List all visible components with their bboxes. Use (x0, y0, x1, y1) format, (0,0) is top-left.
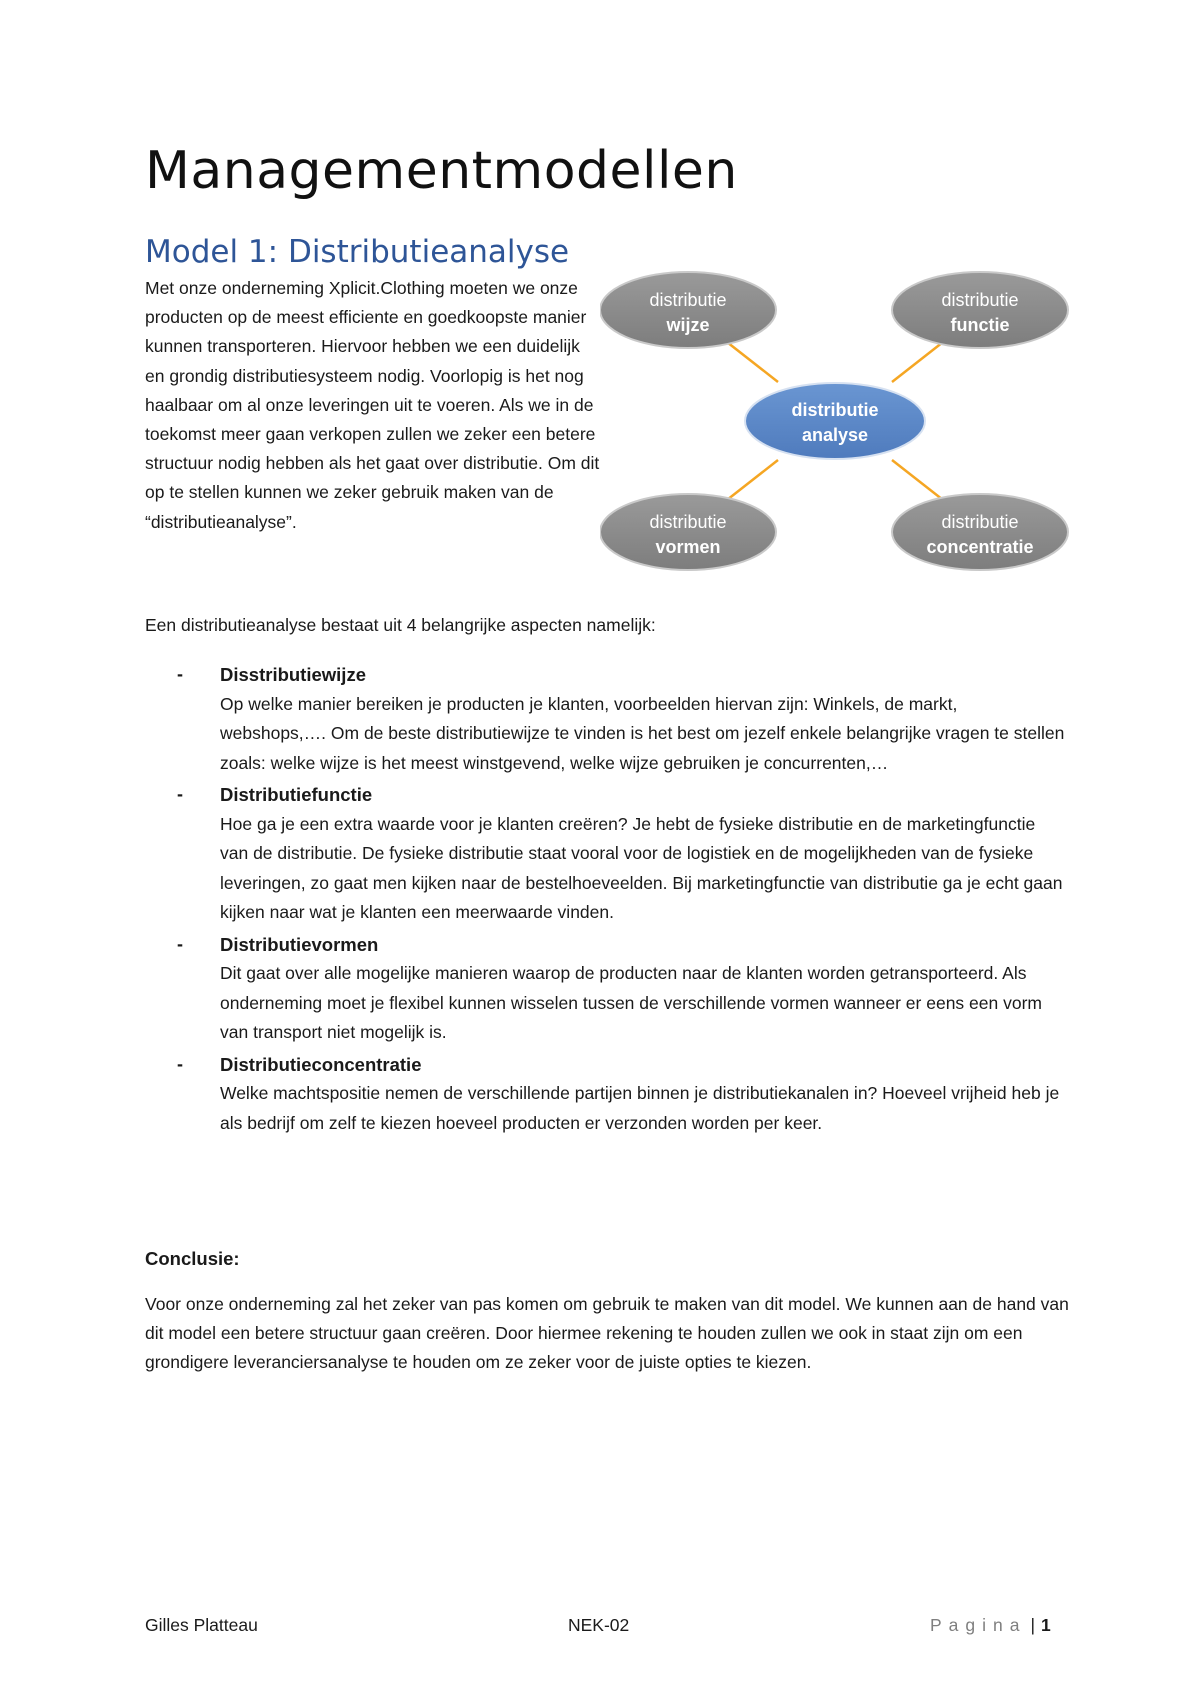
distribution-analysis-diagram (600, 262, 1070, 582)
list-item (145, 930, 1065, 1048)
footer-author: Gilles Platteau (145, 1615, 258, 1635)
node-center-line2: analyse (801, 425, 869, 445)
node-vormen-line2: vormen (655, 537, 721, 557)
node-functie (892, 272, 1068, 348)
node-functie-line1: distributie (941, 290, 1019, 310)
aspect-text: Hoe ga je een extra waarde voor je klanten creëren? Je hebt de fysieke distributie en de marketingfunctie van de distributie. De fysieke distributie staat vooral voor de logistiek en de mogelijkheden van de fysieke leveringen, zo gaat men kijken naar de bestelhoeveelden. Bij marketingfunctie van distributie ga je echt gaan kijken naar wat je klanten een meerwaarde vinden. (220, 813, 1063, 922)
list-bullet: - (177, 664, 183, 684)
node-vormen (600, 494, 776, 570)
node-wijze (600, 272, 776, 348)
list-item (145, 660, 1065, 778)
list-item (145, 780, 1065, 928)
node-concentratie-line1: distributie (941, 512, 1019, 532)
node-concentratie (892, 494, 1068, 570)
node-center-line1: distributie (791, 400, 879, 420)
page-title: Managementmodellen (145, 141, 738, 201)
list-item (145, 1050, 1065, 1139)
footer-separator: | (1030, 1615, 1036, 1635)
node-vormen-line1: distributie (649, 512, 727, 532)
footer-page-indicator (930, 1612, 1051, 1638)
node-wijze-line1: distributie (649, 290, 727, 310)
node-wijze-line2: wijze (666, 315, 710, 335)
section-heading: Model 1: Distributieanalyse (145, 234, 570, 270)
conclusion-paragraph: Voor onze onderneming zal het zeker van pas komen om gebruik te maken van dit model. We kunnen aan de hand van dit model een betere structuur gaan creëren. Door hiermee rekening te houden zullen we ook in staat zijn om een grondigere leveranciersanalyse te houden om ze zeker voor de juiste opties te kiezen. (145, 1294, 1069, 1373)
aspects-list (145, 660, 1065, 1140)
list-bullet: - (177, 933, 183, 954)
list-bullet: - (177, 784, 183, 804)
conclusion-heading: Conclusie: (145, 1248, 240, 1269)
aspect-title: Distributievormen (220, 933, 379, 955)
aspect-title: Distributieconcentratie (220, 1053, 422, 1075)
footer-page-number: 1 (1041, 1615, 1051, 1635)
aspect-text: Welke machtspositie nemen de verschillende partijen binnen je distributiekanalen in? Hoeveel vrijheid heb je als bedrijf om zelf te kiezen hoeveel producten er verzonden worden per keer. (220, 1083, 1060, 1133)
aspect-text: Op welke manier bereiken je producten je klanten, voorbeelden hiervan zijn: Winkels, de markt, webshops,…. Om de beste distributiewijze te vinden is het best om jezelf enkele belangrijke vragen te stellen zoals: welke wijze is het meest winstgevend, welke wijze gebruiken je concurrenten,… (220, 693, 1065, 773)
aspect-title: Distributiefunctie (220, 784, 373, 805)
footer-page-label: Pagina (930, 1615, 1027, 1635)
aspects-lead-sentence: Een distributieanalyse bestaat uit 4 belangrijke aspecten namelijk: (145, 615, 656, 635)
aspect-title: Disstributiewijze (220, 664, 366, 685)
list-bullet: - (177, 1053, 183, 1074)
footer-code: NEK-02 (568, 1615, 630, 1635)
node-concentratie-line2: concentratie (926, 537, 1034, 557)
intro-paragraph: Met onze onderneming Xplicit.Clothing moeten we onze producten op de meest efficiente en goedkoopste manier kunnen transporteren. Hiervoor hebben we een duidelijk en grondig distributiesysteem nodig. Voorlopig is het nog haalbaar om al onze leveringen uit te voeren. Als we in de toekomst meer gaan verkopen zullen we zeker een betere structuur nodig hebben als het gaat over distributie. Om dit op te stellen kunnen we zeker gebruik maken van de “distributieanalyse”. (145, 278, 600, 532)
node-functie-line2: functie (950, 315, 1010, 335)
node-center-analyse (745, 383, 925, 459)
aspect-text: Dit gaat over alle mogelijke manieren waarop de producten naar de klanten worden getransporteerd. Als onderneming moet je flexibel kunnen wisselen tussen de verschillende vormen wanneer er eens een vorm van transport niet mogelijk is. (220, 963, 1042, 1042)
